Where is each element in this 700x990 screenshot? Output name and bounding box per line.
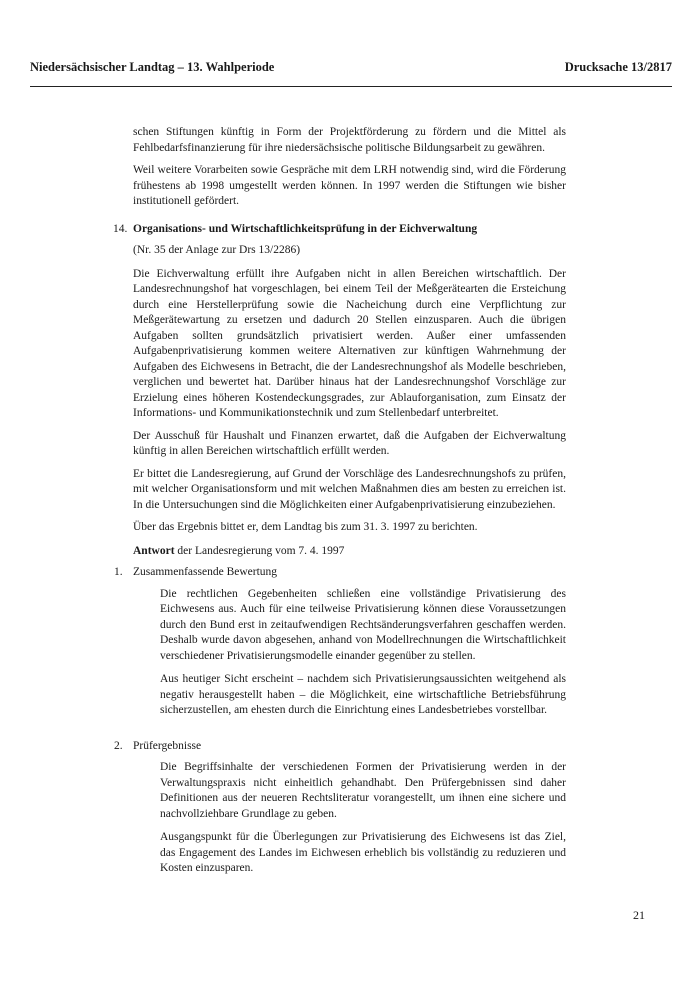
page-number: 21 xyxy=(633,908,645,922)
intro-paragraph-2: Weil weitere Vorarbeiten sowie Gespräche mit dem LRH notwendig sind, wird die Förderung frühestens ab 1998 umgestellt werden können. In 1997 werden die Stiftungen wie bisher institutionell gefördert. xyxy=(133,164,566,207)
header-divider xyxy=(30,86,672,87)
subsection-2-paragraph-2: Ausgangspunkt für die Überlegungen zur Privatisierung des Eichwesens ist das Ziel, das Engagement des Landes im Eichwesen erheblich bis vollständig zu reduzieren und Kosten einzusparen. xyxy=(160,831,566,874)
subsection-1-body xyxy=(160,587,566,719)
subsection-2-heading xyxy=(114,739,566,755)
section-14-number: 14. xyxy=(113,222,128,235)
section-14-paragraph-4: Über das Ergebnis bittet er, dem Landtag bis zum 31. 3. 1997 zu berichten. xyxy=(133,521,478,533)
section-14-paragraph-1: Die Eichverwaltung erfüllt ihre Aufgaben nicht in allen Bereichen wirtschaftlich. Der Landesrechnungshof hat vorgeschlagen, bei einem Teil der Meßgerätearten die Ersteichung durch eine Herstellerprüfung sowie die Nacheichung durch eine Verpflichtung zur Meßgerätewartung zu ersetzen und dadurch 20 Stellen einzusparen. Auch die übrigen Aufgaben sollten grundsätzlich privatisiert werden. Außer einer umfassenden Aufgabenprivatisierung kommen weitere Alternativen zur künftigen Wahrnehmung der Aufgaben des Eichwesens in Betracht, die der Landesrechnungshof als Modelle beschrieben, verglichen und bewertet hat. Darüber hinaus hat der Landesrechnungshof Vorschläge zur Erzielung eines höheren Kostendeckungsgrades, zur Ablauforganisation, zum Einsatz der Informations- und Kommunikationstechnik und zum Stellenbedarf unterbreitet. xyxy=(133,267,566,419)
subsection-2-body xyxy=(160,760,566,877)
answer-date: der Landesregierung vom 7. 4. 1997 xyxy=(174,544,345,557)
subsection-1-paragraph-2: Aus heutiger Sicht erscheint – nachdem sich Privatisierungsaussichten weitgehend als negativ herausgestellt haben – die Möglichkeit, eine wirtschaftliche Betriebsführung sicherzustellen, am ehesten durch die Einrichtung eines Landesbetriebes vorstellbar. xyxy=(160,673,566,716)
subsection-2-title: Prüfergebnisse xyxy=(133,739,202,752)
section-14-reference: (Nr. 35 der Anlage zur Drs 13/2286) xyxy=(133,244,301,256)
header-parliament-title: Niedersächsischer Landtag – 13. Wahlperiode xyxy=(30,60,275,74)
intro-paragraph-1: schen Stiftungen künftig in Form der Projektförderung zu fördern und die Mittel als Fehlbedarfsfinanzierung für ihre niedersächsische politische Bildungsarbeit zu gewähren. xyxy=(133,126,566,154)
document-body xyxy=(113,125,566,885)
answer-label: Antwort xyxy=(133,544,175,557)
page-header xyxy=(30,60,672,75)
subsection-1-title: Zusammenfassende Bewertung xyxy=(133,566,278,578)
answer-line xyxy=(133,544,566,560)
subsection-1-paragraph-1: Die rechtlichen Gegebenheiten schließen eine vollständige Privatisierung des Eichwesens aus. Auch für eine teilweise Privatisierung können diese Voraussetzungen durch den Bund erst in zeitaufwendigen Rechtsänderungsverfahren geschaffen werden. Deshalb wurde davon abgesehen, anhand von Modellrechnungen die Wirtschaftlichkeit verschiedener Privatisierungsmodelle einander gegenüber zu stellen. xyxy=(160,587,566,662)
subsection-2-number: 2. xyxy=(114,739,123,752)
section-14-title: Organisations- und Wirtschaftlichkeitsprüfung in der Eichverwaltung xyxy=(133,222,478,235)
section-14-paragraph-2: Der Ausschuß für Haushalt und Finanzen erwartet, daß die Aufgaben der Eichverwaltung künftig in allen Bereichen wirtschaftlich erfüllt werden. xyxy=(133,429,566,457)
header-document-number: Drucksache 13/2817 xyxy=(564,60,672,74)
subsection-2-paragraph-1: Die Begriffsinhalte der verschiedenen Formen der Privatisierung werden in der Verwaltungspraxis nicht einheitlich gehandhabt. Den Prüfergebnissen sind daher Definitionen aus der neueren Rechtsliteratur vorangestellt, um ihnen eine sichere und nachvollziehbare Grundlage zu geben. xyxy=(160,761,566,820)
section-14-paragraph-3: Er bittet die Landesregierung, auf Grund der Vorschläge des Landesrechnungshofs zu prüfen, mit welcher Organisationsform und mit welchen Maßnahmen dies am besten zu erreichen ist. In die Untersuchungen sind die Möglichkeiten einer Aufgabenprivatisierung einzubeziehen. xyxy=(133,467,566,511)
subsection-1-heading xyxy=(114,565,566,581)
subsection-1-number: 1. xyxy=(114,566,123,578)
section-14-heading xyxy=(113,222,566,238)
